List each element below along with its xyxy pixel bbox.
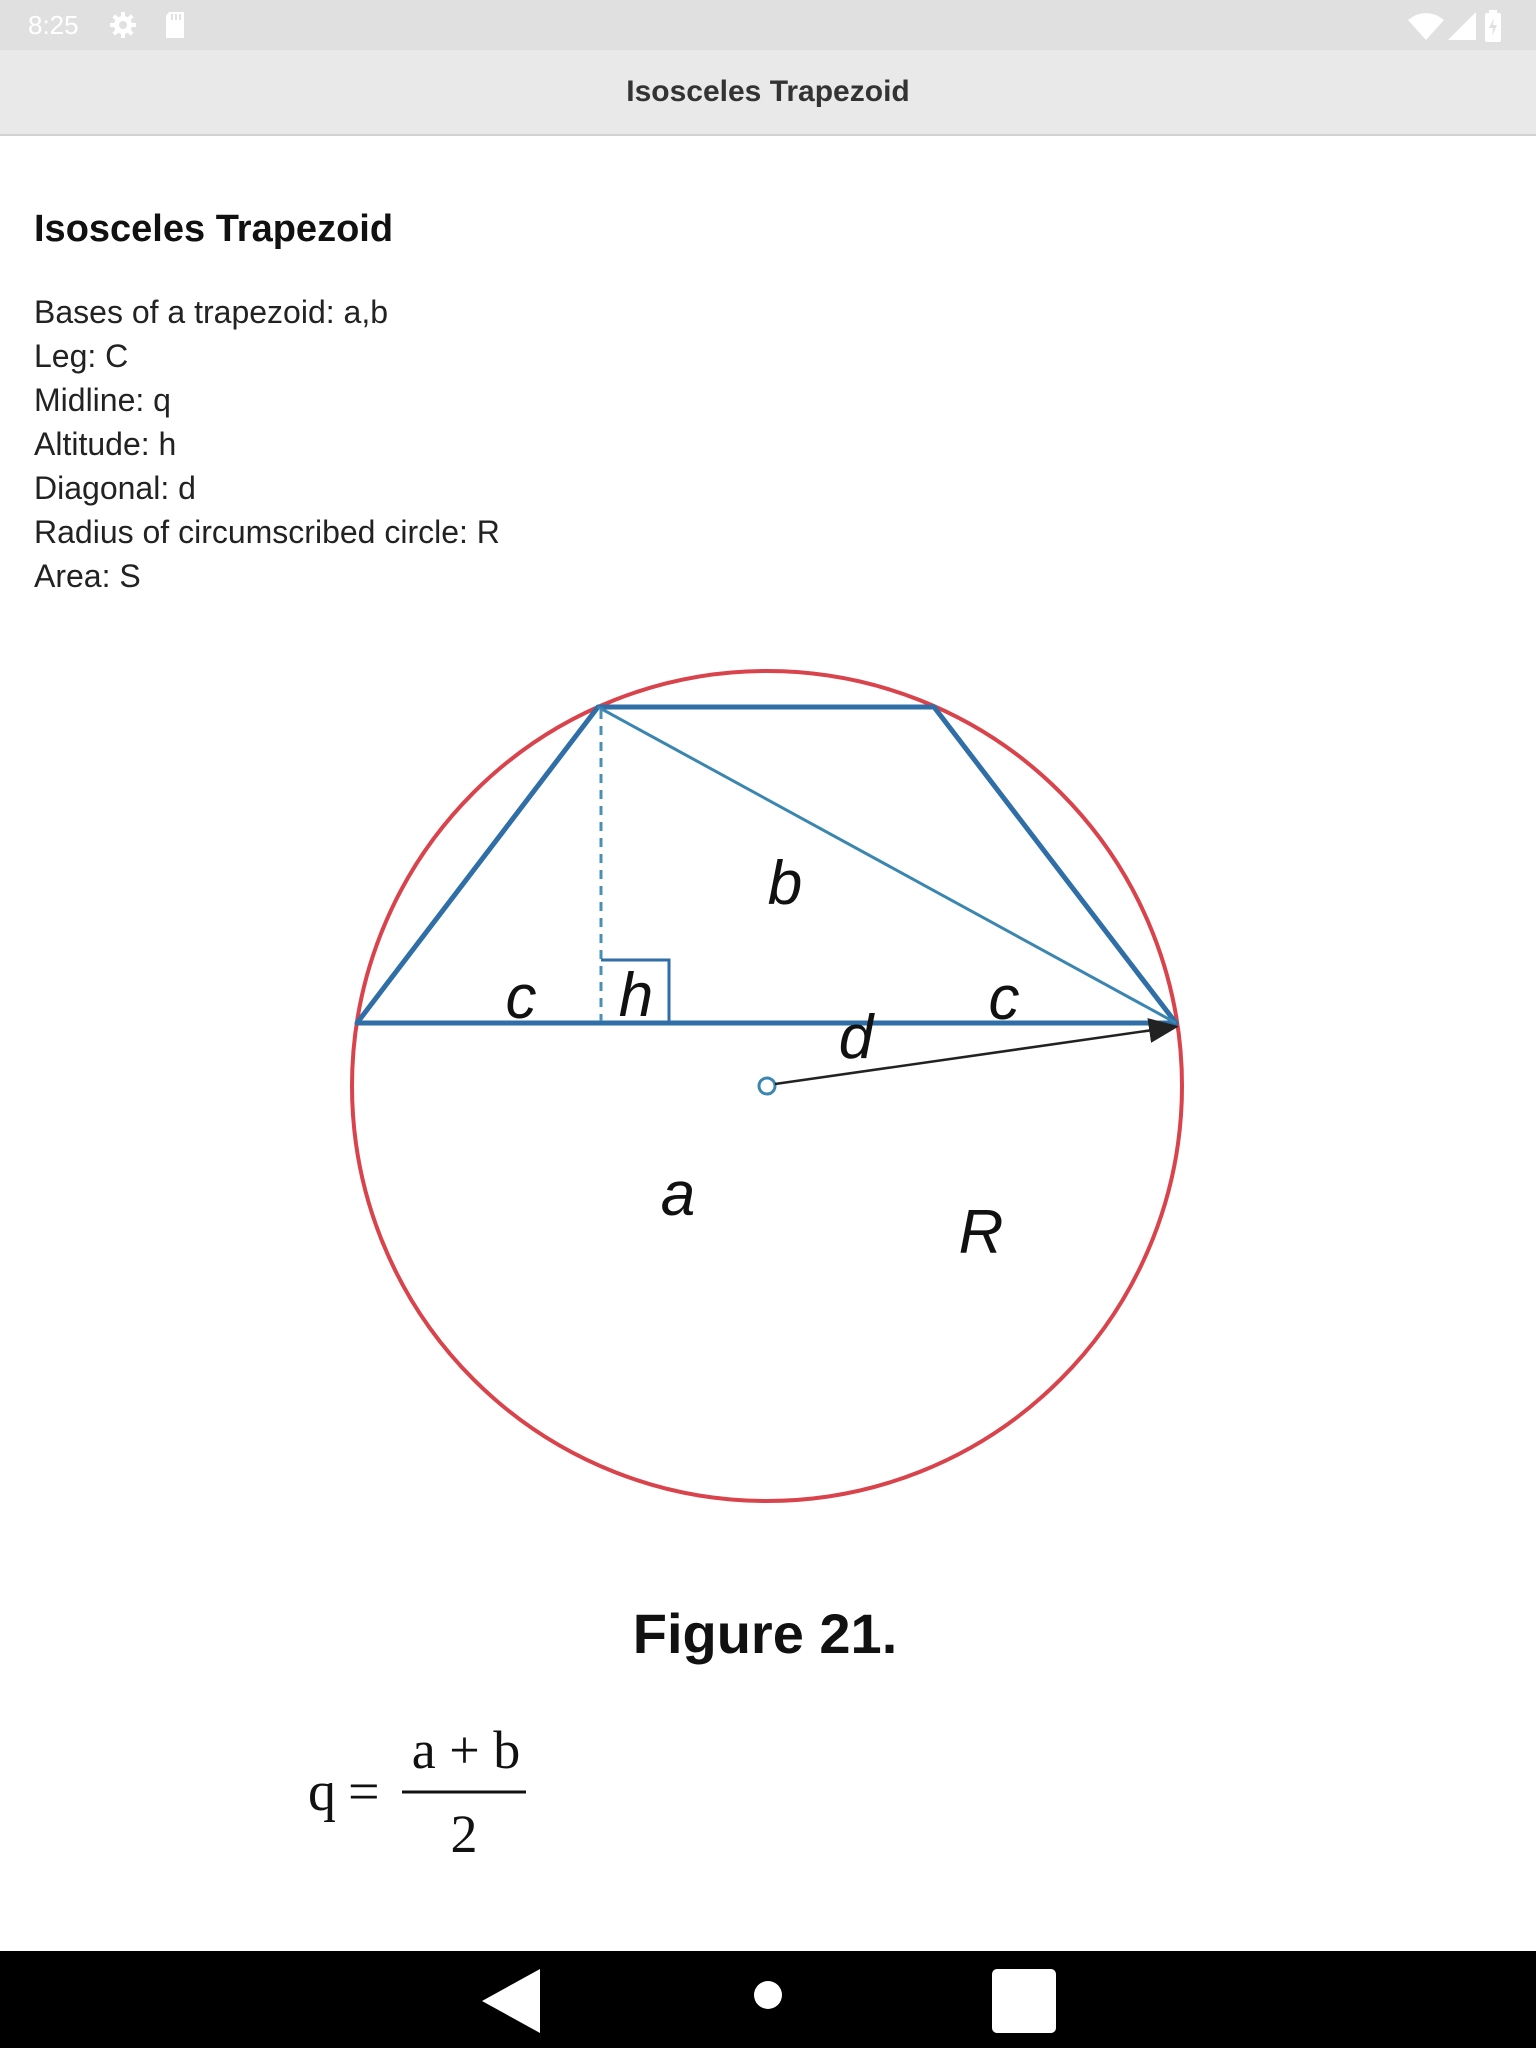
signal-icon: [1448, 12, 1476, 40]
back-icon: [482, 1969, 540, 2033]
definition-item: Midline: q: [34, 382, 171, 418]
page-heading: Isosceles Trapezoid: [34, 208, 394, 250]
back-button[interactable]: [478, 1967, 544, 2035]
recents-button[interactable]: [990, 1967, 1058, 2035]
navigation-bar: [0, 1951, 1536, 2048]
home-icon: [754, 1981, 782, 2009]
app-title: Isosceles Trapezoid: [626, 75, 910, 108]
gear-icon: [108, 10, 138, 40]
label-d: d: [838, 1003, 874, 1072]
radius-line: [775, 1027, 1174, 1084]
definition-item: Bases of a trapezoid: a,b: [34, 294, 388, 330]
diagonal-line: [598, 707, 1176, 1023]
definition-item: Area: S: [34, 558, 141, 594]
status-bar: [0, 0, 1536, 50]
formula-equals: =: [348, 1761, 380, 1823]
trapezoid-figure: [0, 136, 1536, 1951]
center-point: [759, 1078, 775, 1094]
figure-caption: Figure 21.: [632, 1602, 898, 1665]
home-button[interactable]: [748, 1975, 788, 2015]
definition-item: Leg: C: [34, 338, 129, 374]
definition-item: Altitude: h: [34, 426, 177, 462]
content-scroll-area[interactable]: [0, 136, 1536, 1951]
wifi-icon: [1408, 12, 1444, 40]
formula-numerator: a + b: [411, 1720, 521, 1780]
trapezoid-shape: [357, 707, 1176, 1023]
definition-item: Diagonal: d: [34, 470, 196, 506]
label-r: R: [958, 1198, 1004, 1267]
status-time: 8:25: [28, 10, 79, 40]
formula-denominator: 2: [450, 1804, 478, 1858]
label-c-right: c: [988, 964, 1020, 1033]
sd-card-icon: [162, 10, 188, 40]
formula-lhs: q: [308, 1761, 336, 1823]
label-b: b: [767, 849, 803, 918]
definition-item: Radius of circumscribed circle: R: [34, 514, 500, 550]
battery-icon: [1484, 10, 1502, 42]
label-h: h: [618, 961, 654, 1030]
midline-formula: [296, 1708, 556, 1858]
app-bar: [0, 50, 1536, 136]
label-a: a: [660, 1160, 696, 1229]
recents-icon: [992, 1969, 1056, 2033]
label-c-left: c: [505, 963, 537, 1032]
